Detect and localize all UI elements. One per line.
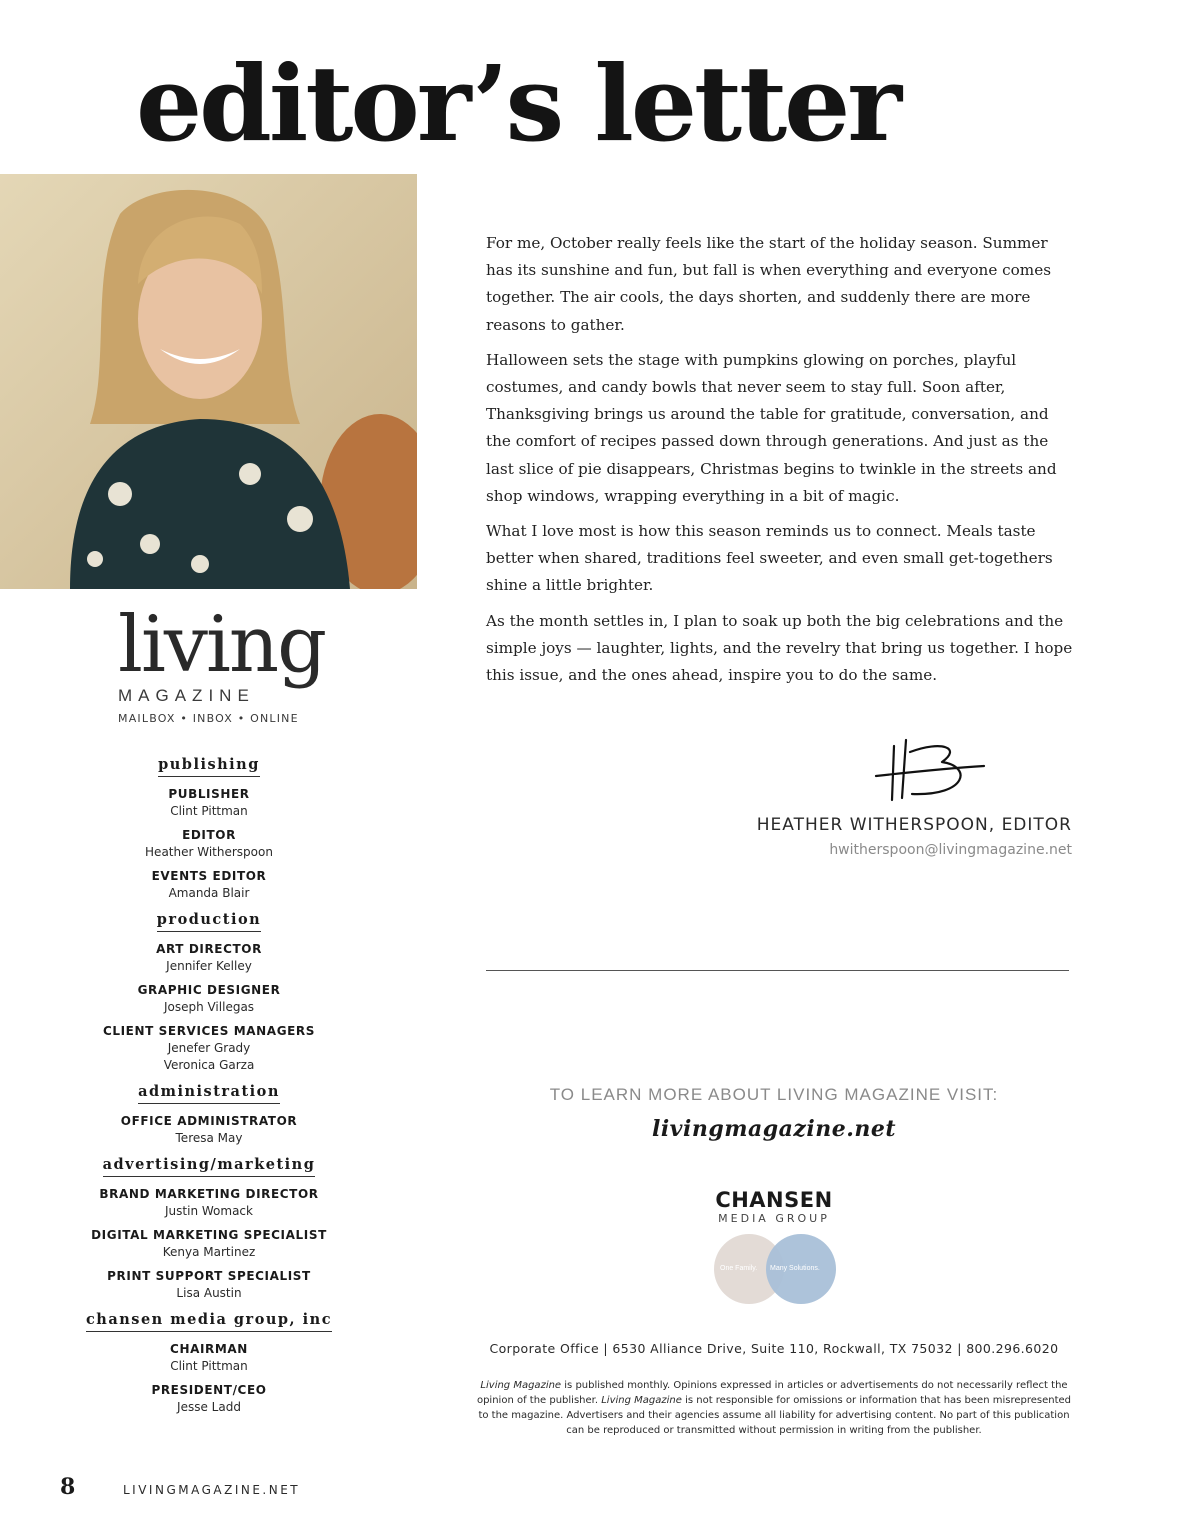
- chansen-tagline-1: One Family.: [720, 1265, 758, 1272]
- disclaimer-italic: Living Magazine: [480, 1380, 562, 1391]
- masthead-role: GRAPHIC DESIGNER: [137, 983, 281, 997]
- masthead-name: Clint Pittman: [170, 804, 248, 818]
- logo-tagline: MAILBOX • INBOX • ONLINE: [118, 712, 299, 725]
- masthead-heading: production: [157, 911, 261, 932]
- disclaimer-italic: Living Magazine: [601, 1395, 682, 1406]
- chansen-subtitle: MEDIA GROUP: [718, 1212, 830, 1225]
- masthead-name: Jesse Ladd: [177, 1400, 241, 1414]
- masthead-name: Teresa May: [175, 1131, 243, 1145]
- masthead-name: Veronica Garza: [163, 1058, 255, 1072]
- masthead-heading: administration: [138, 1083, 280, 1104]
- page-title: editor’s letter: [136, 42, 900, 165]
- chansen-tagline-2: Many Solutions.: [770, 1265, 820, 1272]
- masthead-role: PRESIDENT/CEO: [151, 1383, 267, 1397]
- masthead-name: Amanda Blair: [168, 886, 250, 900]
- logo-magazine-text: MAGAZINE: [118, 686, 255, 705]
- editor-portrait-photo: [0, 174, 417, 589]
- chansen-circles-graphic: [706, 1234, 842, 1310]
- masthead-section-administration: [78, 1081, 340, 1147]
- masthead-role: PRINT SUPPORT SPECIALIST: [107, 1269, 311, 1283]
- disclaimer-text: is not responsible for omissions or information that has been misrepresented to the magazine. Advertisers and their agencies assume all liability for advertising content. No part of this publication can be reproduced or transmitted without permission in writing from the publisher.: [478, 1395, 1072, 1436]
- publication-disclaimer: [476, 1378, 1072, 1438]
- logo-wordmark: living: [118, 600, 326, 690]
- masthead: [78, 748, 340, 1423]
- masthead-role: ART DIRECTOR: [156, 942, 262, 956]
- divider: [486, 970, 1069, 971]
- footer-site: LIVINGMAGAZINE.NET: [123, 1483, 301, 1497]
- letter-paragraph: What I love most is how this season reminds us to connect. Meals taste better when shared, traditions feel sweeter, and even small get-togethers shine a little brighter.: [486, 522, 1053, 595]
- masthead-role: CHAIRMAN: [170, 1342, 248, 1356]
- masthead-section-chansen: [78, 1309, 340, 1416]
- masthead-name: Heather Witherspoon: [145, 845, 273, 859]
- masthead-section-advertising: [78, 1154, 340, 1302]
- masthead-name: Jennifer Kelley: [166, 959, 252, 973]
- visit-text: TO LEARN MORE ABOUT LIVING MAGAZINE VISIT:: [549, 1085, 999, 1104]
- masthead-role: EDITOR: [182, 828, 236, 842]
- corporate-office-info: Corporate Office | 6530 Alliance Drive, Suite 110, Rockwall, TX 75032 | 800.296.6020: [489, 1341, 1059, 1356]
- masthead-name: Clint Pittman: [170, 1359, 248, 1373]
- masthead-heading: advertising/marketing: [103, 1156, 316, 1177]
- letter-paragraph: Halloween sets the stage with pumpkins glowing on porches, playful costumes, and candy bowls that never seem to stay full. Soon after, Thanksgiving brings us around the table for gratitude, conversation, and the comfort of recipes passed down through generations. And just as the last slice of pie disappears, Christmas begins to twinkle in the streets and shop windows, wrapping everything in a bit of magic.: [486, 350, 1057, 505]
- masthead-name: Joseph Villegas: [163, 1000, 255, 1014]
- letter-paragraph: As the month settles in, I plan to soak up both the big celebrations and the simple joys — laughter, lights, and the revelry that bring us together. I hope this issue, and the ones ahead, inspire you to do the same.: [486, 611, 1073, 685]
- chansen-media-group-logo: [706, 1188, 842, 1310]
- masthead-role: BRAND MARKETING DIRECTOR: [99, 1187, 319, 1201]
- masthead-name: Justin Womack: [165, 1204, 253, 1218]
- masthead-heading: publishing: [158, 756, 260, 777]
- letter-paragraph: For me, October really feels like the start of the holiday season. Summer has its sunshine and fun, but fall is when everything and everyone comes together. The air cools, the days shorten, and suddenly there are more reasons to gather.: [486, 234, 1051, 334]
- editor-name: HEATHER WITHERSPOON, EDITOR: [756, 815, 1072, 835]
- masthead-role: EVENTS EDITOR: [151, 869, 267, 883]
- editor-signature: [872, 738, 992, 813]
- disclaimer-text: is published monthly. Opinions expressed in articles or advertisements do not necessarily reflect the opinion of the publisher.: [476, 1380, 1068, 1406]
- letter-body: [486, 230, 1076, 697]
- masthead-role: CLIENT SERVICES MANAGERS: [102, 1024, 316, 1038]
- website-link[interactable]: livingmagazine.net: [651, 1116, 897, 1142]
- masthead-name: Lisa Austin: [176, 1286, 242, 1300]
- chansen-name: CHANSEN: [715, 1188, 833, 1212]
- masthead-section-publishing: [78, 754, 340, 902]
- masthead-role: PUBLISHER: [168, 787, 250, 801]
- masthead-name: Kenya Martinez: [162, 1245, 256, 1259]
- masthead-section-production: [78, 909, 340, 1074]
- editor-email-link[interactable]: hwitherspoon@livingmagazine.net: [829, 842, 1072, 858]
- masthead-role: OFFICE ADMINISTRATOR: [120, 1114, 298, 1128]
- masthead-role: DIGITAL MARKETING SPECIALIST: [91, 1228, 327, 1242]
- masthead-heading: chansen media group, inc: [86, 1311, 332, 1332]
- page-number: 8: [60, 1474, 76, 1500]
- masthead-name: Jenefer Grady: [167, 1041, 251, 1055]
